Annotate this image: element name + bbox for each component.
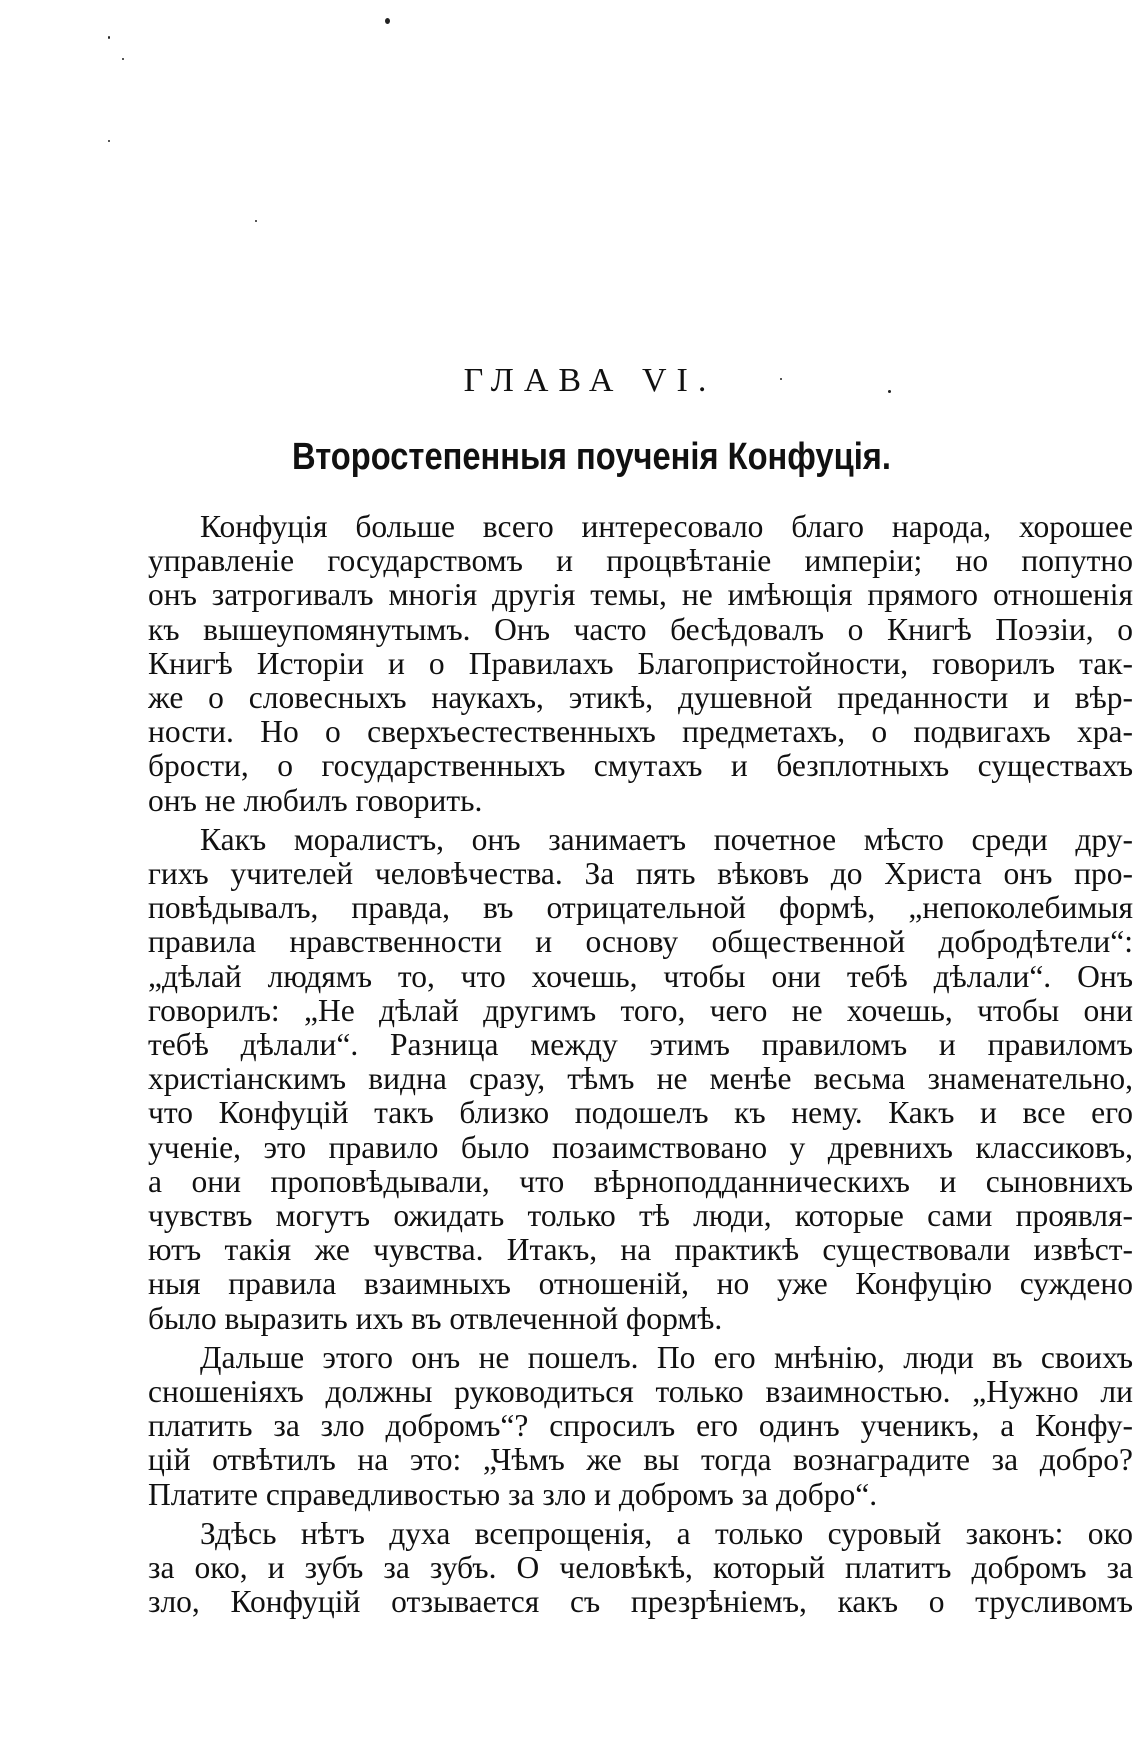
text-line: онъ не любилъ говорить. (148, 783, 483, 818)
scan-speck (108, 140, 110, 142)
paragraph-2 (148, 823, 1133, 1336)
text-line: повѣдывалъ, правда, въ отрицательной формѣ, „непоколебимыя (148, 891, 1133, 926)
text-line: брости, о государственныхъ смутахъ и безплотныхъ существахъ (148, 749, 1133, 784)
text-line: гихъ учителей человѣчества. За пять вѣковъ до Христа онъ про- (148, 857, 1133, 892)
text-line: правила нравственности и основу общественной добродѣтели“: (148, 925, 1133, 960)
text-line: Какъ моралистъ, онъ занимаетъ почетное мѣсто среди дру- (200, 822, 1133, 857)
scan-speck (108, 36, 110, 39)
text-line: чувствъ могутъ ожидать только тѣ люди, которые сами проявля- (148, 1199, 1133, 1234)
text-line: тебѣ дѣлали“. Разница между этимъ правиломъ и правиломъ (148, 1028, 1133, 1063)
text-line: ученіе, это правило было позаимствовано у древнихъ классиковъ, (148, 1130, 1133, 1165)
text-line: Здѣсь нѣтъ духа всепрощенія, а только суровый законъ: око (200, 1516, 1133, 1551)
chapter-heading: ГЛАВА VI. (463, 362, 717, 399)
text-line: Платите справедливостью за зло и добромъ за добро“. (148, 1477, 878, 1512)
text-line: Книгѣ Исторіи и о Правилахъ Благопристойности, говорилъ так- (148, 646, 1133, 681)
text-line: „дѣлай людямъ то, что хочешь, чтобы они тебѣ дѣлали“. Онъ (148, 959, 1133, 994)
text-line: сношеніяхъ должны руководиться только взаимностью. „Нужно ли (148, 1375, 1133, 1410)
text-line: за око, и зубъ за зубъ. О человѣкѣ, который платитъ добромъ за (148, 1551, 1133, 1586)
text-line: говорилъ: „Не дѣлай другимъ того, чего не хочешь, чтобы они (148, 993, 1133, 1028)
text-line: къ вышеупомянутымъ. Онъ часто бесѣдовалъ о Книгѣ Поэзіи, о (148, 612, 1133, 647)
text-line: а они проповѣдывали, что вѣрноподданническихъ и сыновнихъ (148, 1164, 1133, 1199)
text-line: Конфуція больше всего интересовало благо народа, хорошее (200, 510, 1133, 544)
text-line: христіанскимъ видна сразу, тѣмъ не менѣе весьма знаменательно, (148, 1062, 1133, 1097)
text-line: было выразить ихъ въ отвлеченной формѣ. (148, 1301, 723, 1336)
chapter-title: Второстепенныя поученія Конфуція. (292, 436, 891, 478)
text-line: зло, Конфуцій отзывается съ презрѣніемъ, какъ о трусливомъ (148, 1585, 1133, 1620)
text-line: же о словесныхъ наукахъ, этикѣ, душевной преданности и вѣр- (148, 681, 1133, 716)
text-line: ютъ такія же чувства. Итакъ, на практикѣ существовали извѣст- (148, 1233, 1133, 1268)
scan-speck (122, 58, 124, 60)
text-line: ныя правила взаимныхъ отношеній, но уже Конфуцію суждено (148, 1267, 1133, 1302)
scan-speck (385, 18, 390, 24)
paragraph-1 (148, 510, 1133, 818)
text-line: онъ затрогивалъ многія другія темы, не имѣющія прямого отношенія (148, 578, 1133, 613)
paragraph-3 (148, 1341, 1133, 1512)
scan-speck (255, 220, 257, 222)
text-line: управленіе государствомъ и процвѣтаніе имперіи; но попутно (148, 544, 1133, 579)
text-line: Дальше этого онъ не пошелъ. По его мнѣнію, люди въ своихъ (200, 1340, 1133, 1375)
text-line: цій отвѣтилъ на это: „Чѣмъ же вы тогда вознаградите за добро? (148, 1443, 1133, 1478)
text-line: что Конфуцій такъ близко подошелъ къ нему. Какъ и все его (148, 1096, 1133, 1131)
text-line: ности. Но о сверхъестественныхъ предметахъ, о подвигахъ хра- (148, 715, 1133, 750)
text-line: платить за зло добромъ“? спросилъ его одинъ ученикъ, а Конфу- (148, 1409, 1133, 1444)
paragraph-4 (148, 1517, 1133, 1620)
body-text (148, 510, 1133, 1625)
